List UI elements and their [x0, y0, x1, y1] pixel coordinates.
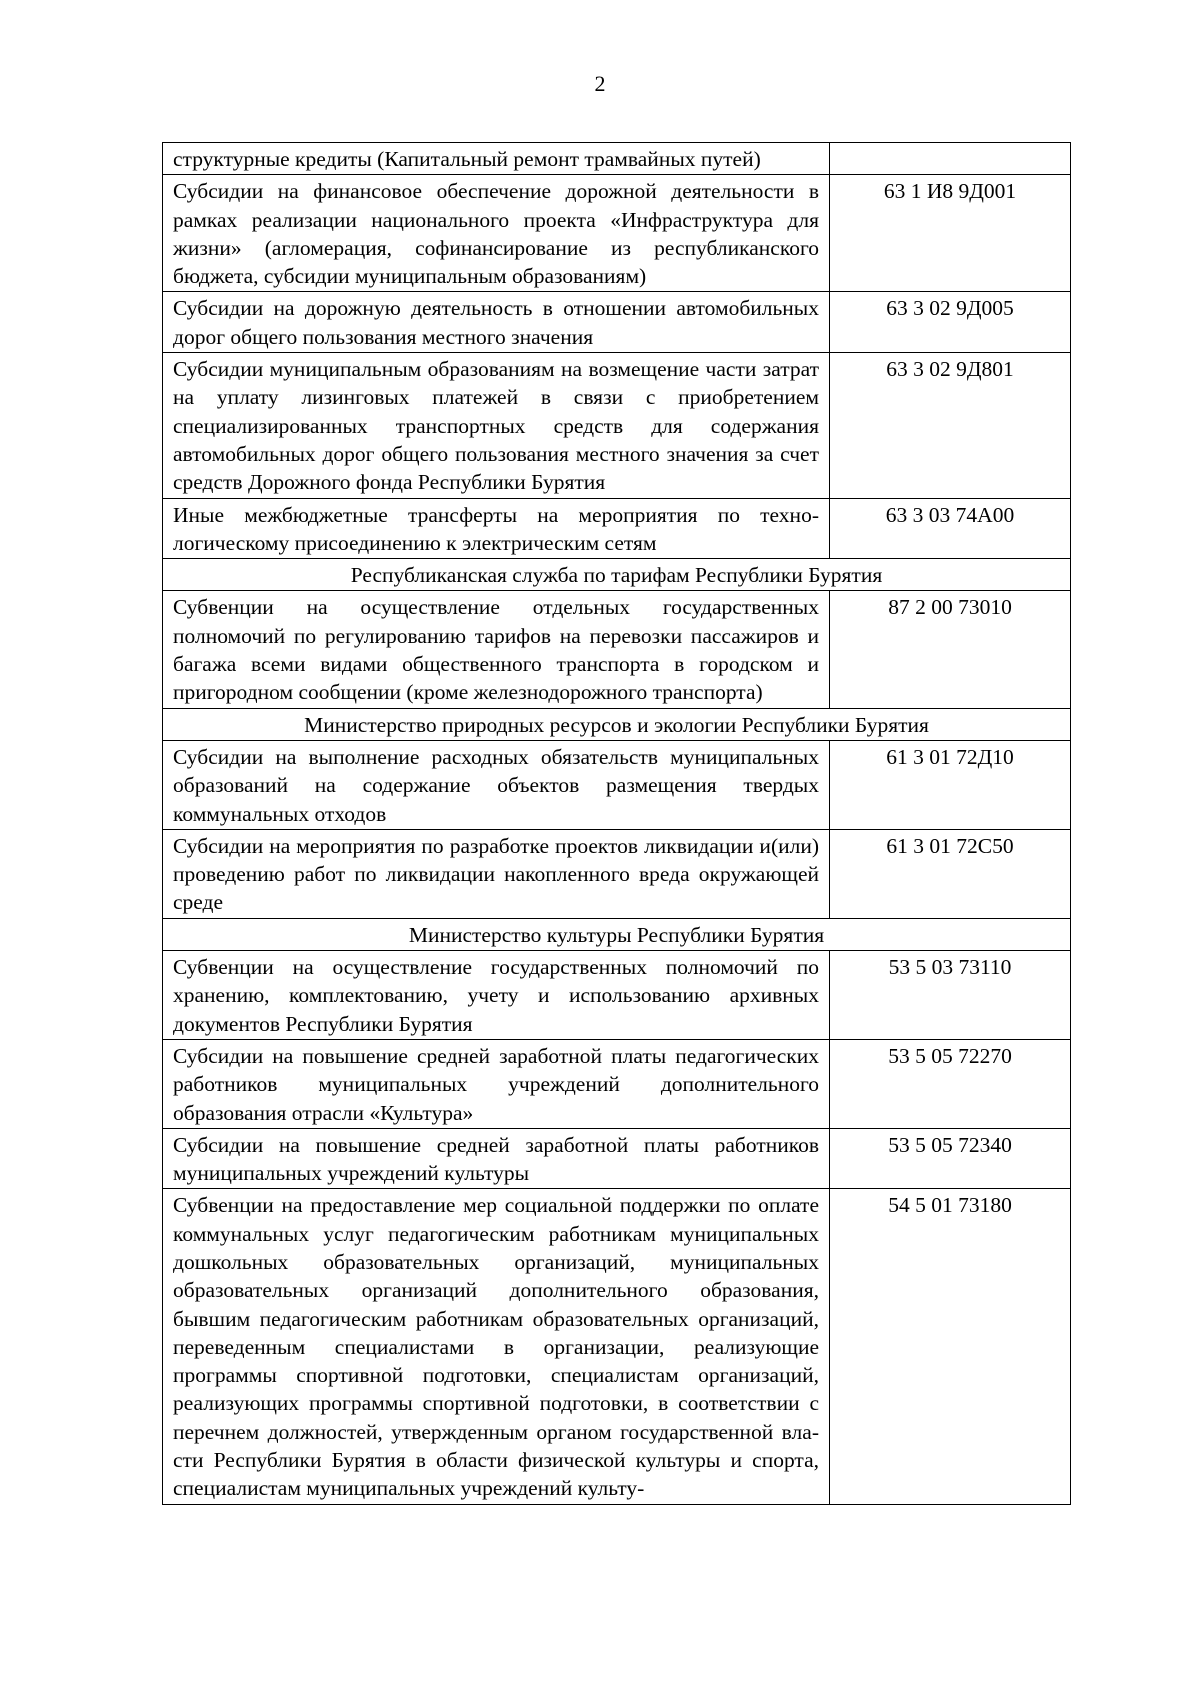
budget-code: 63 3 03 74А00 [830, 498, 1071, 559]
table-row [163, 591, 1071, 708]
budget-classification-table [162, 142, 1071, 1505]
section-title: Министерство культуры Республики Бурятия [163, 918, 1071, 950]
expense-description: Субсидии на финансовое обеспечение дорожной деятельности в рамках реализации национального проекта «Инфраструктура для жизни» (агломерация, софинансирование из республиканского бюджета, субсидии муниципальным образованиям) [163, 175, 830, 292]
section-title: Министерство природных ресурсов и экологии Республики Бурятия [163, 708, 1071, 740]
expense-description: Субсидии на мероприятия по разработке проектов ликвидации и(или) проведению работ по ликвидации накопленного вреда окружающей среде [163, 829, 830, 918]
section-header-row [163, 708, 1071, 740]
budget-code: 63 3 02 9Д005 [830, 292, 1071, 353]
budget-code: 87 2 00 73010 [830, 591, 1071, 708]
table-row [163, 292, 1071, 353]
table-row [163, 175, 1071, 292]
table-row [163, 829, 1071, 918]
budget-code: 53 5 03 73110 [830, 951, 1071, 1040]
expense-description: Субвенции на предоставление мер социальной поддержки по оплате коммунальных услуг педагогическим работникам муниципальных дошкольных образовательных организаций, муниципальных образовательных организаций дополнительного образования, бывшим педагогическим работникам образовательных организаций, переведенным специалистами в организации, реализующие программы спортивной подготовки, специалистам организаций, реализующих программы спортивной подготовки, в соответствии с перечнем должностей, утвержденным органом государственной власти Республики Бурятия в области физической культуры и спорта, специалистам муниципальных учреждений культу- [163, 1189, 830, 1504]
table-row [163, 1189, 1071, 1504]
expense-description: Субсидии на выполнение расходных обязательств муниципальных образований на содержание объектов размещения твердых коммунальных отходов [163, 740, 830, 829]
page-number: 2 [594, 71, 606, 96]
table-row [163, 498, 1071, 559]
table-row [163, 1039, 1071, 1128]
table-body [163, 143, 1071, 1505]
budget-code: 53 5 05 72340 [830, 1128, 1071, 1189]
budget-code: 63 1 И8 9Д001 [830, 175, 1071, 292]
expense-description: структурные кредиты (Капитальный ремонт трамвайных путей) [163, 143, 830, 175]
expense-description: Субвенции на осуществление государственных полномочий по хранению, комплектованию, учету и использованию архивных документов Республики Бурятия [163, 951, 830, 1040]
section-header-row [163, 918, 1071, 950]
table-row [163, 353, 1071, 498]
expense-description: Субсидии муниципальным образованиям на возмещение части затрат на уплату лизинговых платежей в связи с приобретением специализированных транспортных средств для содержания автомобильных дорог общего пользования местного значения за счет средств Дорожного фонда Республики Бурятия [163, 353, 830, 498]
budget-code: 63 3 02 9Д801 [830, 353, 1071, 498]
budget-code: 53 5 05 72270 [830, 1039, 1071, 1128]
section-header-row [163, 559, 1071, 591]
table-row [163, 143, 1071, 175]
expense-description: Субсидии на повышение средней заработной платы работников муниципальных учреждений культуры [163, 1128, 830, 1189]
expense-description: Субсидии на повышение средней заработной платы педагогических работников муниципальных учреждений дополнительного образования отрасли «Культура» [163, 1039, 830, 1128]
table-row [163, 740, 1071, 829]
table-row [163, 1128, 1071, 1189]
table-row [163, 951, 1071, 1040]
expense-description: Субсидии на дорожную деятельность в отношении автомобильных дорог общего пользования местного значения [163, 292, 830, 353]
expense-description: Субвенции на осуществление отдельных государственных полномочий по регулированию тарифов на перевозки пассажиров и багажа всеми видами общественного транспорта в городском и пригородном сообщении (кроме железнодорожного транспорта) [163, 591, 830, 708]
budget-code: 54 5 01 73180 [830, 1189, 1071, 1504]
budget-code: 61 3 01 72Д10 [830, 740, 1071, 829]
expense-description: Иные межбюджетные трансферты на мероприятия по технологическому присоединению к электрическим сетям [163, 498, 830, 559]
budget-code: 61 3 01 72С50 [830, 829, 1071, 918]
budget-code [830, 143, 1071, 175]
section-title: Республиканская служба по тарифам Республики Бурятия [163, 559, 1071, 591]
